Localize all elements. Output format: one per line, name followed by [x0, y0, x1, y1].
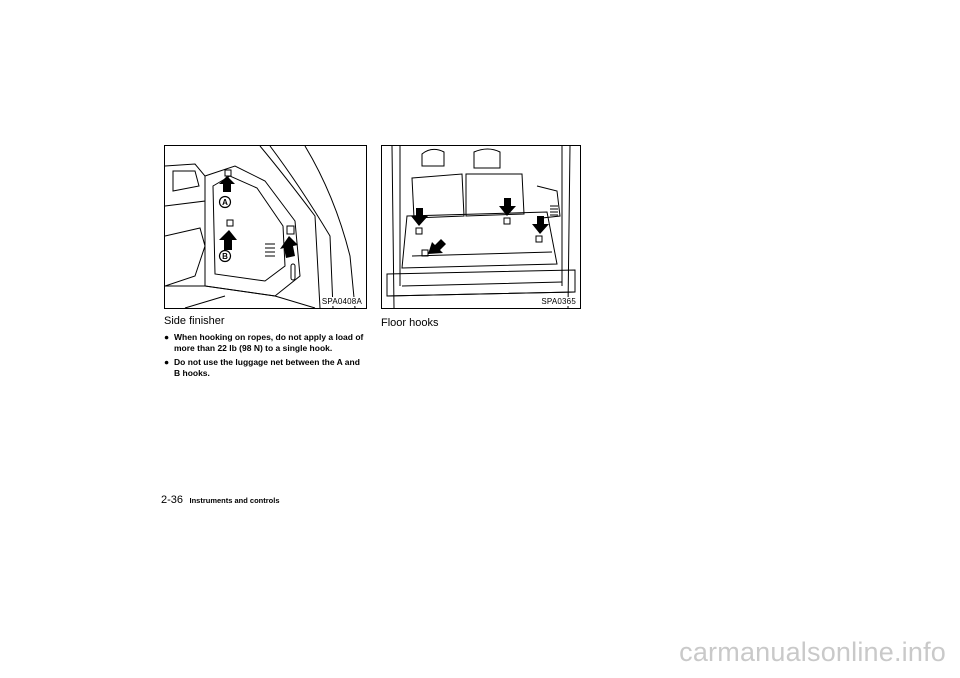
page-footer — [161, 490, 280, 508]
figure-code: SPA0408A — [321, 297, 362, 306]
figure-code: SPA0365 — [541, 297, 576, 306]
floor-hooks-illustration — [381, 145, 581, 309]
section-heading-side-finisher: Side finisher — [164, 315, 225, 327]
cargo-side-drawing — [165, 146, 366, 308]
page-number: 2-36 — [161, 494, 184, 506]
bullet-dot: ● — [164, 332, 170, 342]
bullet-item — [164, 332, 366, 353]
bullet-text: When hooking on ropes, do not apply a load of more than 22 lb (98 N) to a single hook. — [174, 332, 364, 353]
section-name: Instruments and controls — [189, 496, 280, 505]
cargo-floor-drawing — [382, 146, 580, 308]
bullet-dot: ● — [164, 357, 170, 367]
side-finisher-illustration — [164, 145, 367, 309]
caution-list — [164, 332, 366, 382]
watermark: carmanualsonline.info — [679, 637, 946, 667]
bullet-text: Do not use the luggage net between the A and B hooks. — [174, 357, 360, 378]
callout-b: B — [222, 252, 228, 261]
section-heading-floor-hooks: Floor hooks — [381, 317, 439, 329]
bullet-item — [164, 357, 366, 378]
callout-a: A — [222, 198, 228, 207]
